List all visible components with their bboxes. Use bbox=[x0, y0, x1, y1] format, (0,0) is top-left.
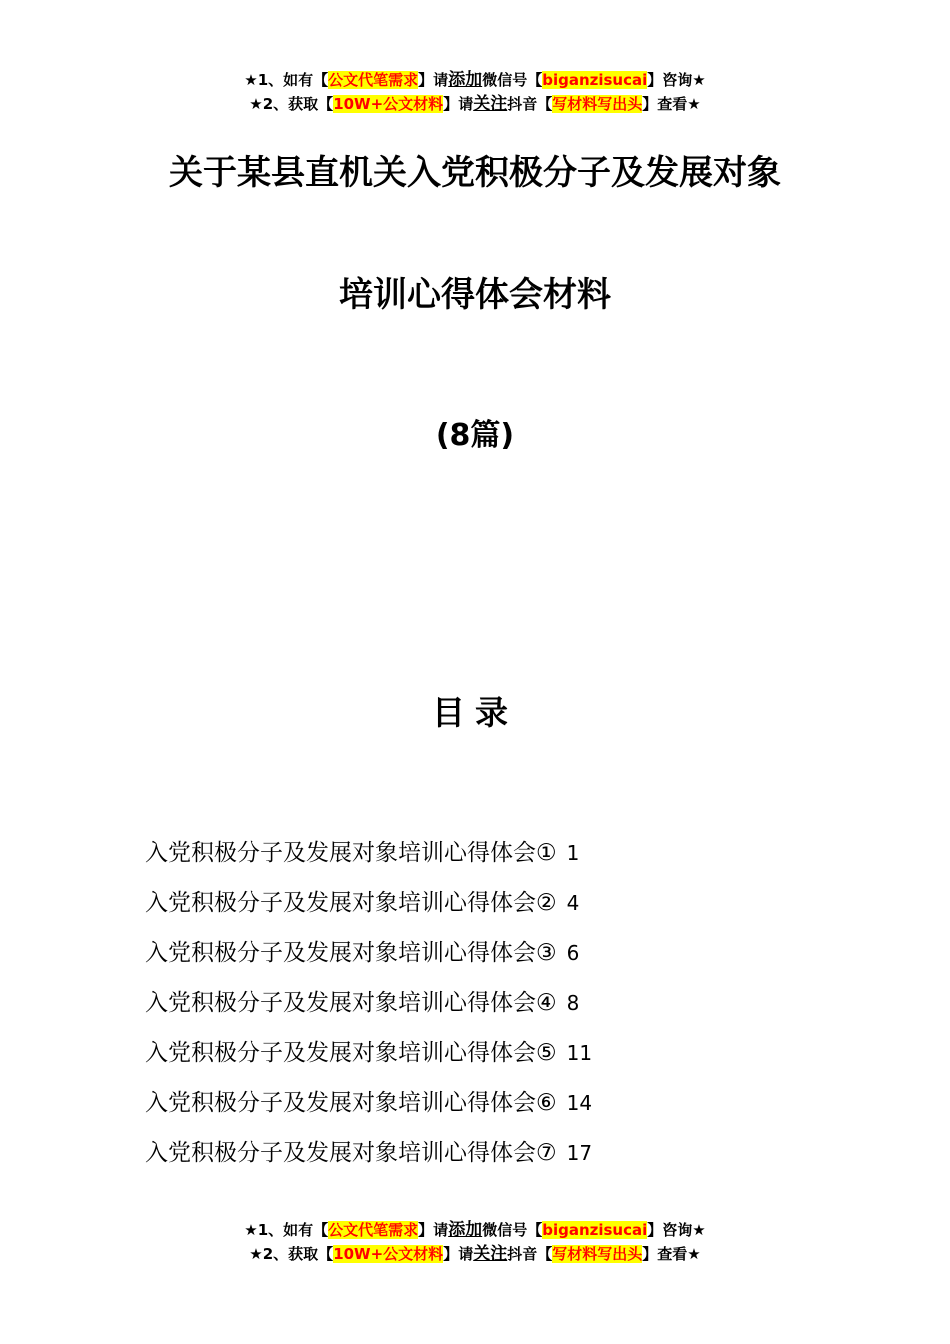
banner-text: 】查看★ bbox=[642, 95, 701, 113]
banner-emphasis: 添加 bbox=[448, 70, 483, 90]
banner-highlight-douyin: 写材料写出头 bbox=[552, 1245, 643, 1263]
banner-text: 】咨询★ bbox=[647, 71, 706, 89]
toc-heading: 目录 bbox=[432, 693, 518, 732]
banner-text: ★2、获取【 bbox=[249, 1245, 334, 1263]
banner-text: 】请 bbox=[443, 95, 474, 113]
toc-list bbox=[145, 834, 845, 1184]
toc-item-page: 17 bbox=[566, 1141, 593, 1165]
footer-banner bbox=[0, 1218, 950, 1266]
banner-line-1 bbox=[0, 1218, 950, 1242]
banner-highlight-materials: 10W+公文材料 bbox=[333, 95, 444, 113]
banner-line-2 bbox=[0, 92, 950, 116]
toc-item-page: 4 bbox=[566, 891, 580, 915]
toc-item-title: 入党积极分子及发展对象培训心得体会⑦ bbox=[145, 1140, 557, 1166]
banner-highlight-wechat-id: biganzisucai bbox=[542, 71, 648, 89]
banner-text: 】请 bbox=[418, 71, 449, 89]
banner-highlight-wechat-id: biganzisucai bbox=[542, 1221, 648, 1239]
banner-emphasis: 添加 bbox=[448, 1220, 483, 1240]
toc-item[interactable] bbox=[145, 1034, 845, 1084]
toc-item-page: 1 bbox=[566, 841, 580, 865]
toc-item[interactable] bbox=[145, 834, 845, 884]
banner-text: ★1、如有【 bbox=[244, 71, 329, 89]
toc-item-page: 8 bbox=[566, 991, 580, 1015]
toc-item-page: 6 bbox=[566, 941, 580, 965]
banner-emphasis: 关注 bbox=[473, 1244, 508, 1264]
document-count: (8篇) bbox=[435, 418, 515, 453]
toc-item-title: 入党积极分子及发展对象培训心得体会③ bbox=[145, 940, 557, 966]
document-title-line-2: 培训心得体会材料 bbox=[339, 275, 611, 315]
toc-item-title: 入党积极分子及发展对象培训心得体会① bbox=[145, 840, 557, 866]
toc-item[interactable] bbox=[145, 984, 845, 1034]
toc-item-title: 入党积极分子及发展对象培训心得体会④ bbox=[145, 990, 557, 1016]
banner-text: 抖音【 bbox=[507, 1245, 553, 1263]
toc-item-page: 11 bbox=[566, 1041, 593, 1065]
banner-text: ★2、获取【 bbox=[249, 95, 334, 113]
toc-item[interactable] bbox=[145, 1134, 845, 1184]
banner-highlight-douyin: 写材料写出头 bbox=[552, 95, 643, 113]
toc-item[interactable] bbox=[145, 884, 845, 934]
toc-item-title: 入党积极分子及发展对象培训心得体会⑥ bbox=[145, 1090, 557, 1116]
banner-highlight-materials: 10W+公文材料 bbox=[333, 1245, 444, 1263]
banner-text: 微信号【 bbox=[482, 71, 543, 89]
banner-text: ★1、如有【 bbox=[244, 1221, 329, 1239]
banner-text: 】请 bbox=[443, 1245, 474, 1263]
toc-item[interactable] bbox=[145, 934, 845, 984]
banner-line-1 bbox=[0, 68, 950, 92]
banner-text: 】咨询★ bbox=[647, 1221, 706, 1239]
banner-highlight-service: 公文代笔需求 bbox=[328, 1221, 419, 1239]
toc-item-title: 入党积极分子及发展对象培训心得体会② bbox=[145, 890, 557, 916]
toc-item[interactable] bbox=[145, 1084, 845, 1134]
header-banner bbox=[0, 68, 950, 116]
toc-item-title: 入党积极分子及发展对象培训心得体会⑤ bbox=[145, 1040, 557, 1066]
document-title-line-1: 关于某县直机关入党积极分子及发展对象 bbox=[169, 153, 781, 193]
banner-text: 微信号【 bbox=[482, 1221, 543, 1239]
banner-text: 】请 bbox=[418, 1221, 449, 1239]
banner-text: 抖音【 bbox=[507, 95, 553, 113]
banner-line-2 bbox=[0, 1242, 950, 1266]
banner-highlight-service: 公文代笔需求 bbox=[328, 71, 419, 89]
toc-item-page: 14 bbox=[566, 1091, 593, 1115]
banner-emphasis: 关注 bbox=[473, 94, 508, 114]
banner-text: 】查看★ bbox=[642, 1245, 701, 1263]
